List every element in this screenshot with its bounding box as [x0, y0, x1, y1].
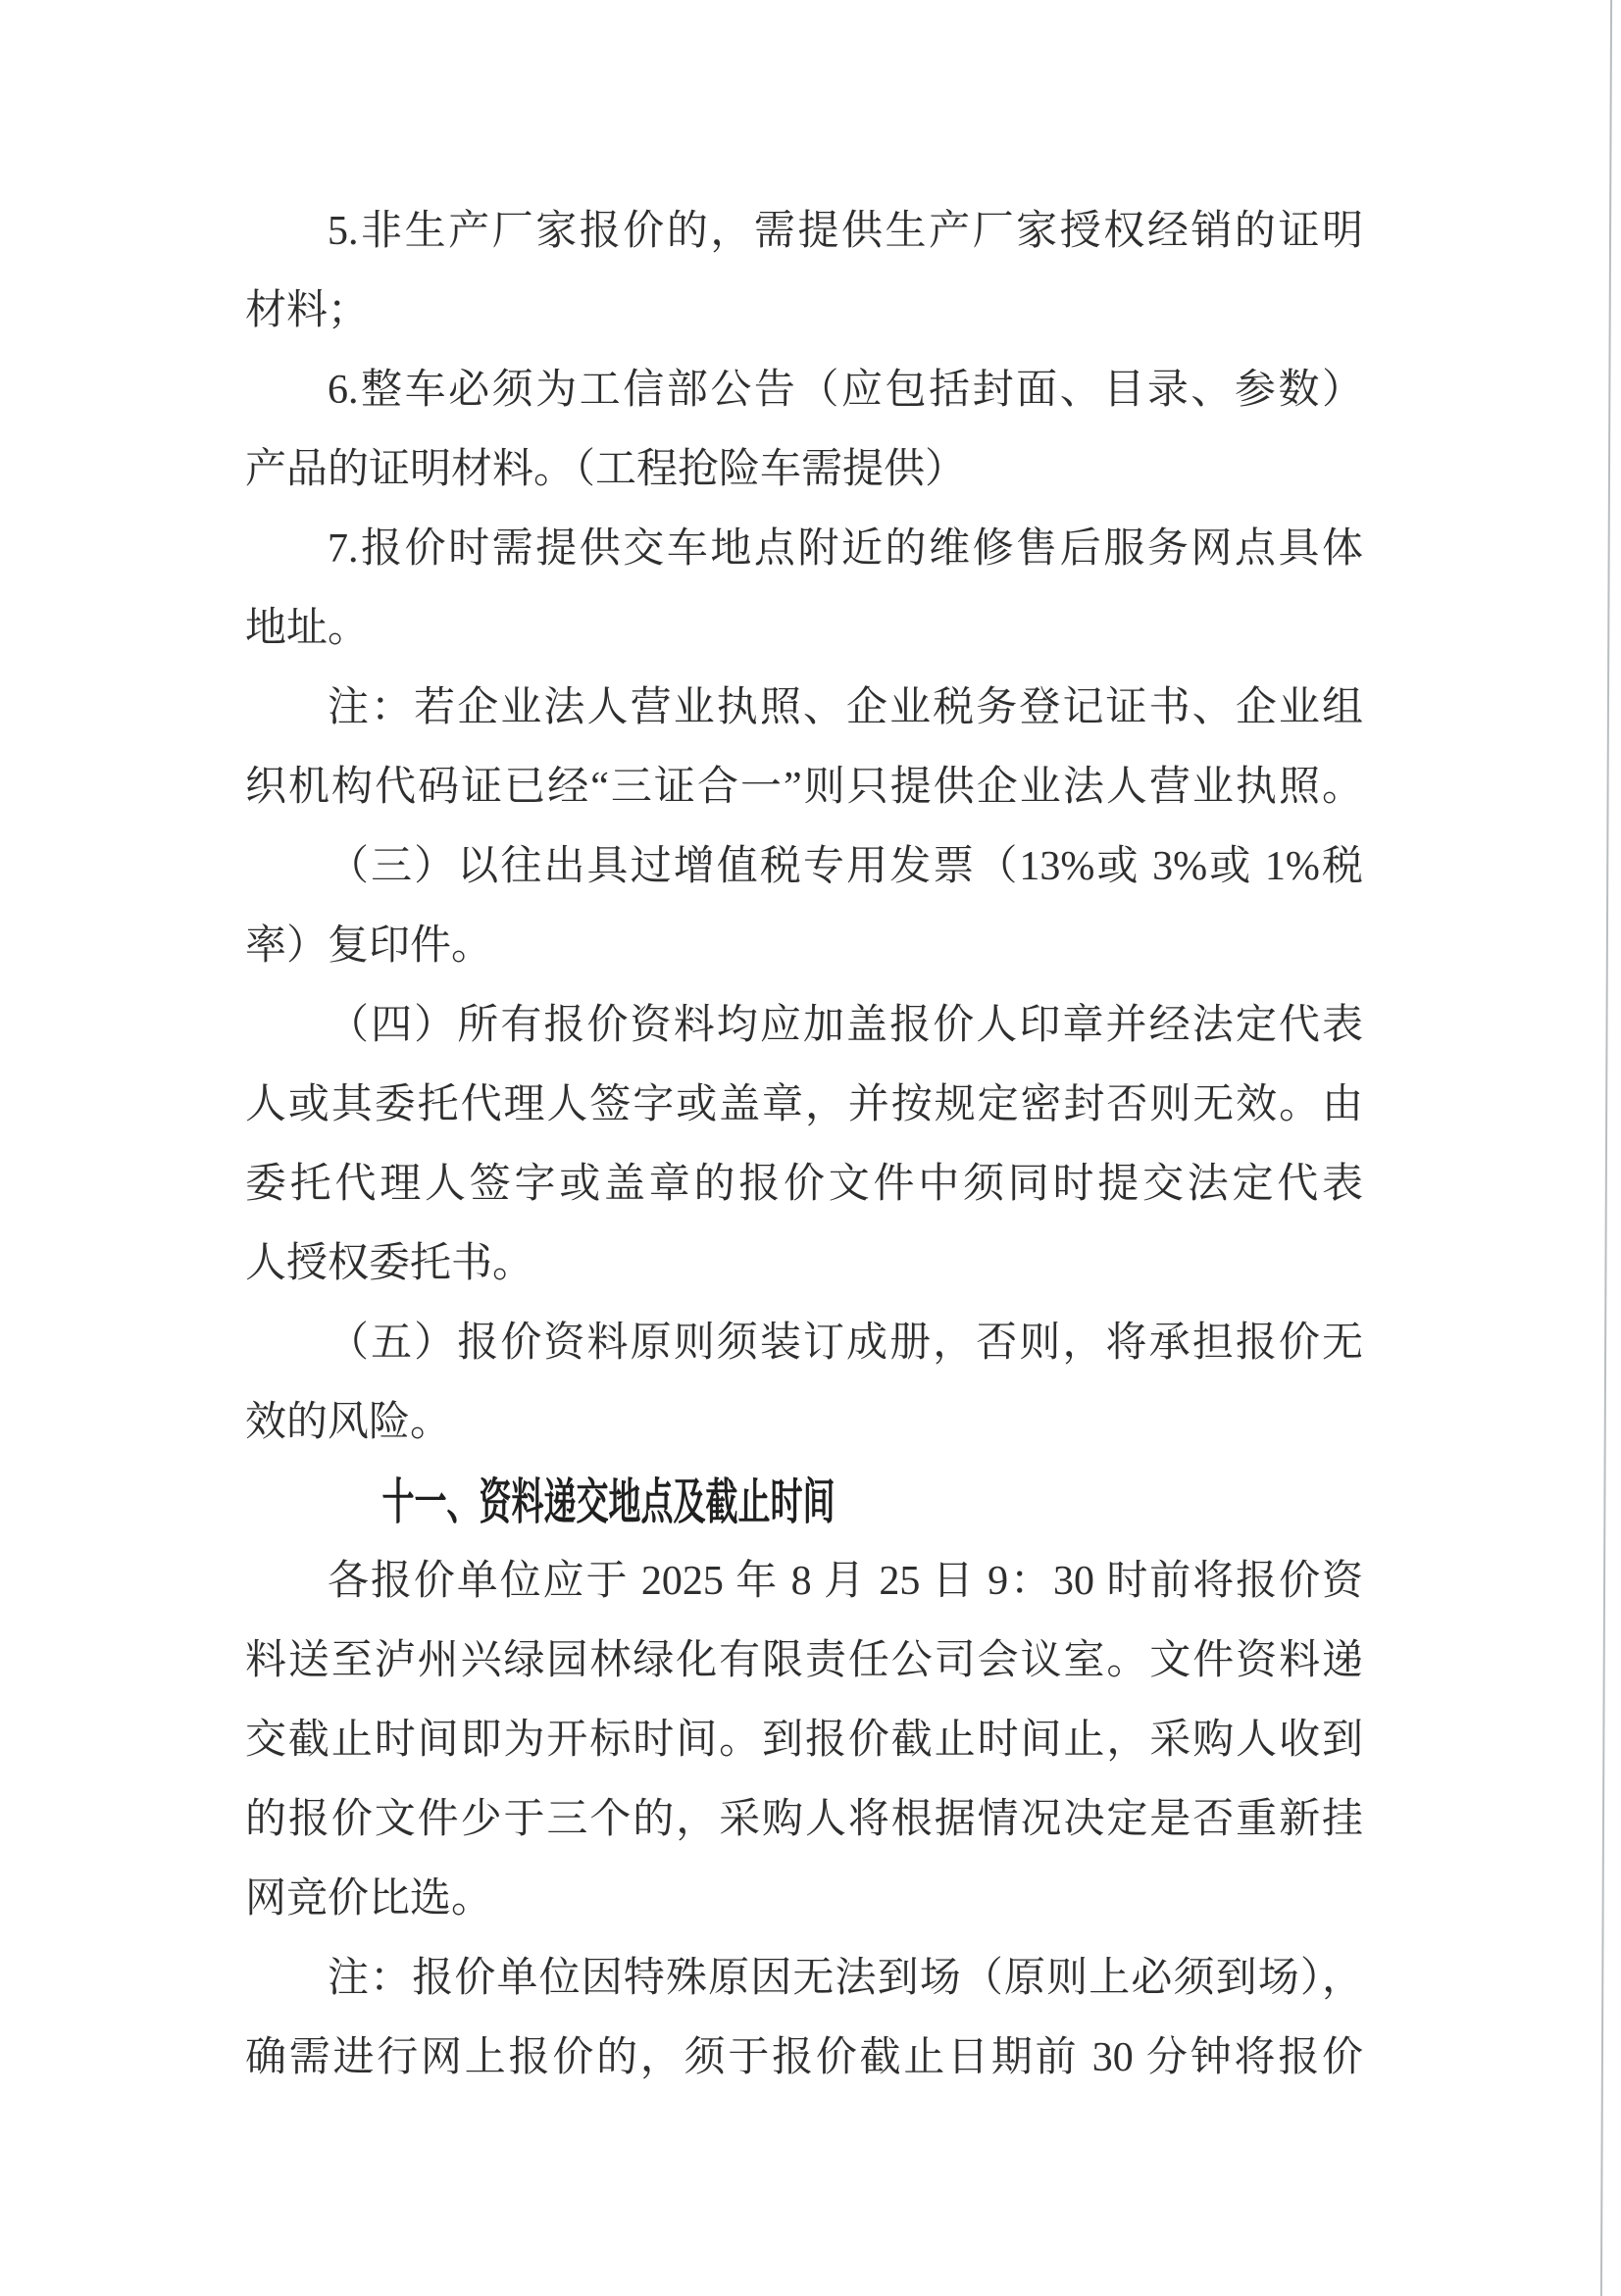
doc-line-7: 织机构代码证已经“三证合一”则只提供企业法人营业执照。 — [245, 765, 1363, 810]
section-heading-11 — [245, 1463, 1363, 1542]
doc-line-2: 6.整车必须为工信部公告（应包括封面、目录、参数） — [328, 368, 1363, 413]
doc-line-18: 料送至泸州兴绿园林绿化有限责任公司会议室。文件资料递 — [245, 1638, 1363, 1683]
doc-line-3: 产品的证明材料。（工程抢险车需提供） — [245, 447, 967, 492]
doc-line-19: 交截止时间即为开标时间。到报价截止时间止，采购人收到 — [245, 1718, 1363, 1763]
doc-line-0: 5.非生产厂家报价的，需提供生产厂家授权经销的证明 — [328, 209, 1363, 254]
document-text-block — [245, 192, 1363, 2098]
doc-line-22: 注：报价单位因特殊原因无法到场（原则上必须到场）， — [328, 1956, 1363, 2001]
doc-line-5: 地址。 — [245, 606, 370, 651]
doc-line-20: 的报价文件少于三个的，采购人将根据情况决定是否重新挂 — [245, 1797, 1363, 1842]
doc-line-21: 网竞价比选。 — [245, 1876, 493, 1922]
doc-line-6: 注：若企业法人营业执照、企业税务登记证书、企业组 — [328, 685, 1363, 730]
doc-line-9: 率）复印件。 — [245, 923, 493, 969]
section-heading-text: 十一、资料递交地点及截止时间 — [381, 1474, 836, 1529]
doc-line-1: 材料； — [245, 288, 370, 333]
doc-line-23: 确需进行网上报价的，须于报价截止日期前 30 分钟将报价 — [245, 2035, 1363, 2080]
doc-line-13: 人授权委托书。 — [245, 1241, 534, 1286]
doc-line-12: 委托代理人签字或盖章的报价文件中须同时提交法定代表 — [245, 1162, 1363, 1207]
scan-edge-line — [1600, 0, 1612, 2296]
doc-line-8: （三）以往出具过增值税专用发票（13%或 3%或 1%税 — [328, 844, 1363, 889]
doc-line-15: 效的风险。 — [245, 1400, 452, 1445]
doc-line-14: （五）报价资料原则须装订成册，否则，将承担报价无 — [328, 1321, 1363, 1366]
doc-line-4: 7.报价时需提供交车地点附近的维修售后服务网点具体 — [328, 526, 1363, 572]
doc-line-17: 各报价单位应于 2025 年 8 月 25 日 9：30 时前将报价资 — [328, 1559, 1363, 1604]
doc-line-11: 人或其委托代理人签字或盖章，并按规定密封否则无效。由 — [245, 1082, 1363, 1127]
doc-line-10: （四）所有报价资料均应加盖报价人印章并经法定代表 — [328, 1003, 1363, 1048]
